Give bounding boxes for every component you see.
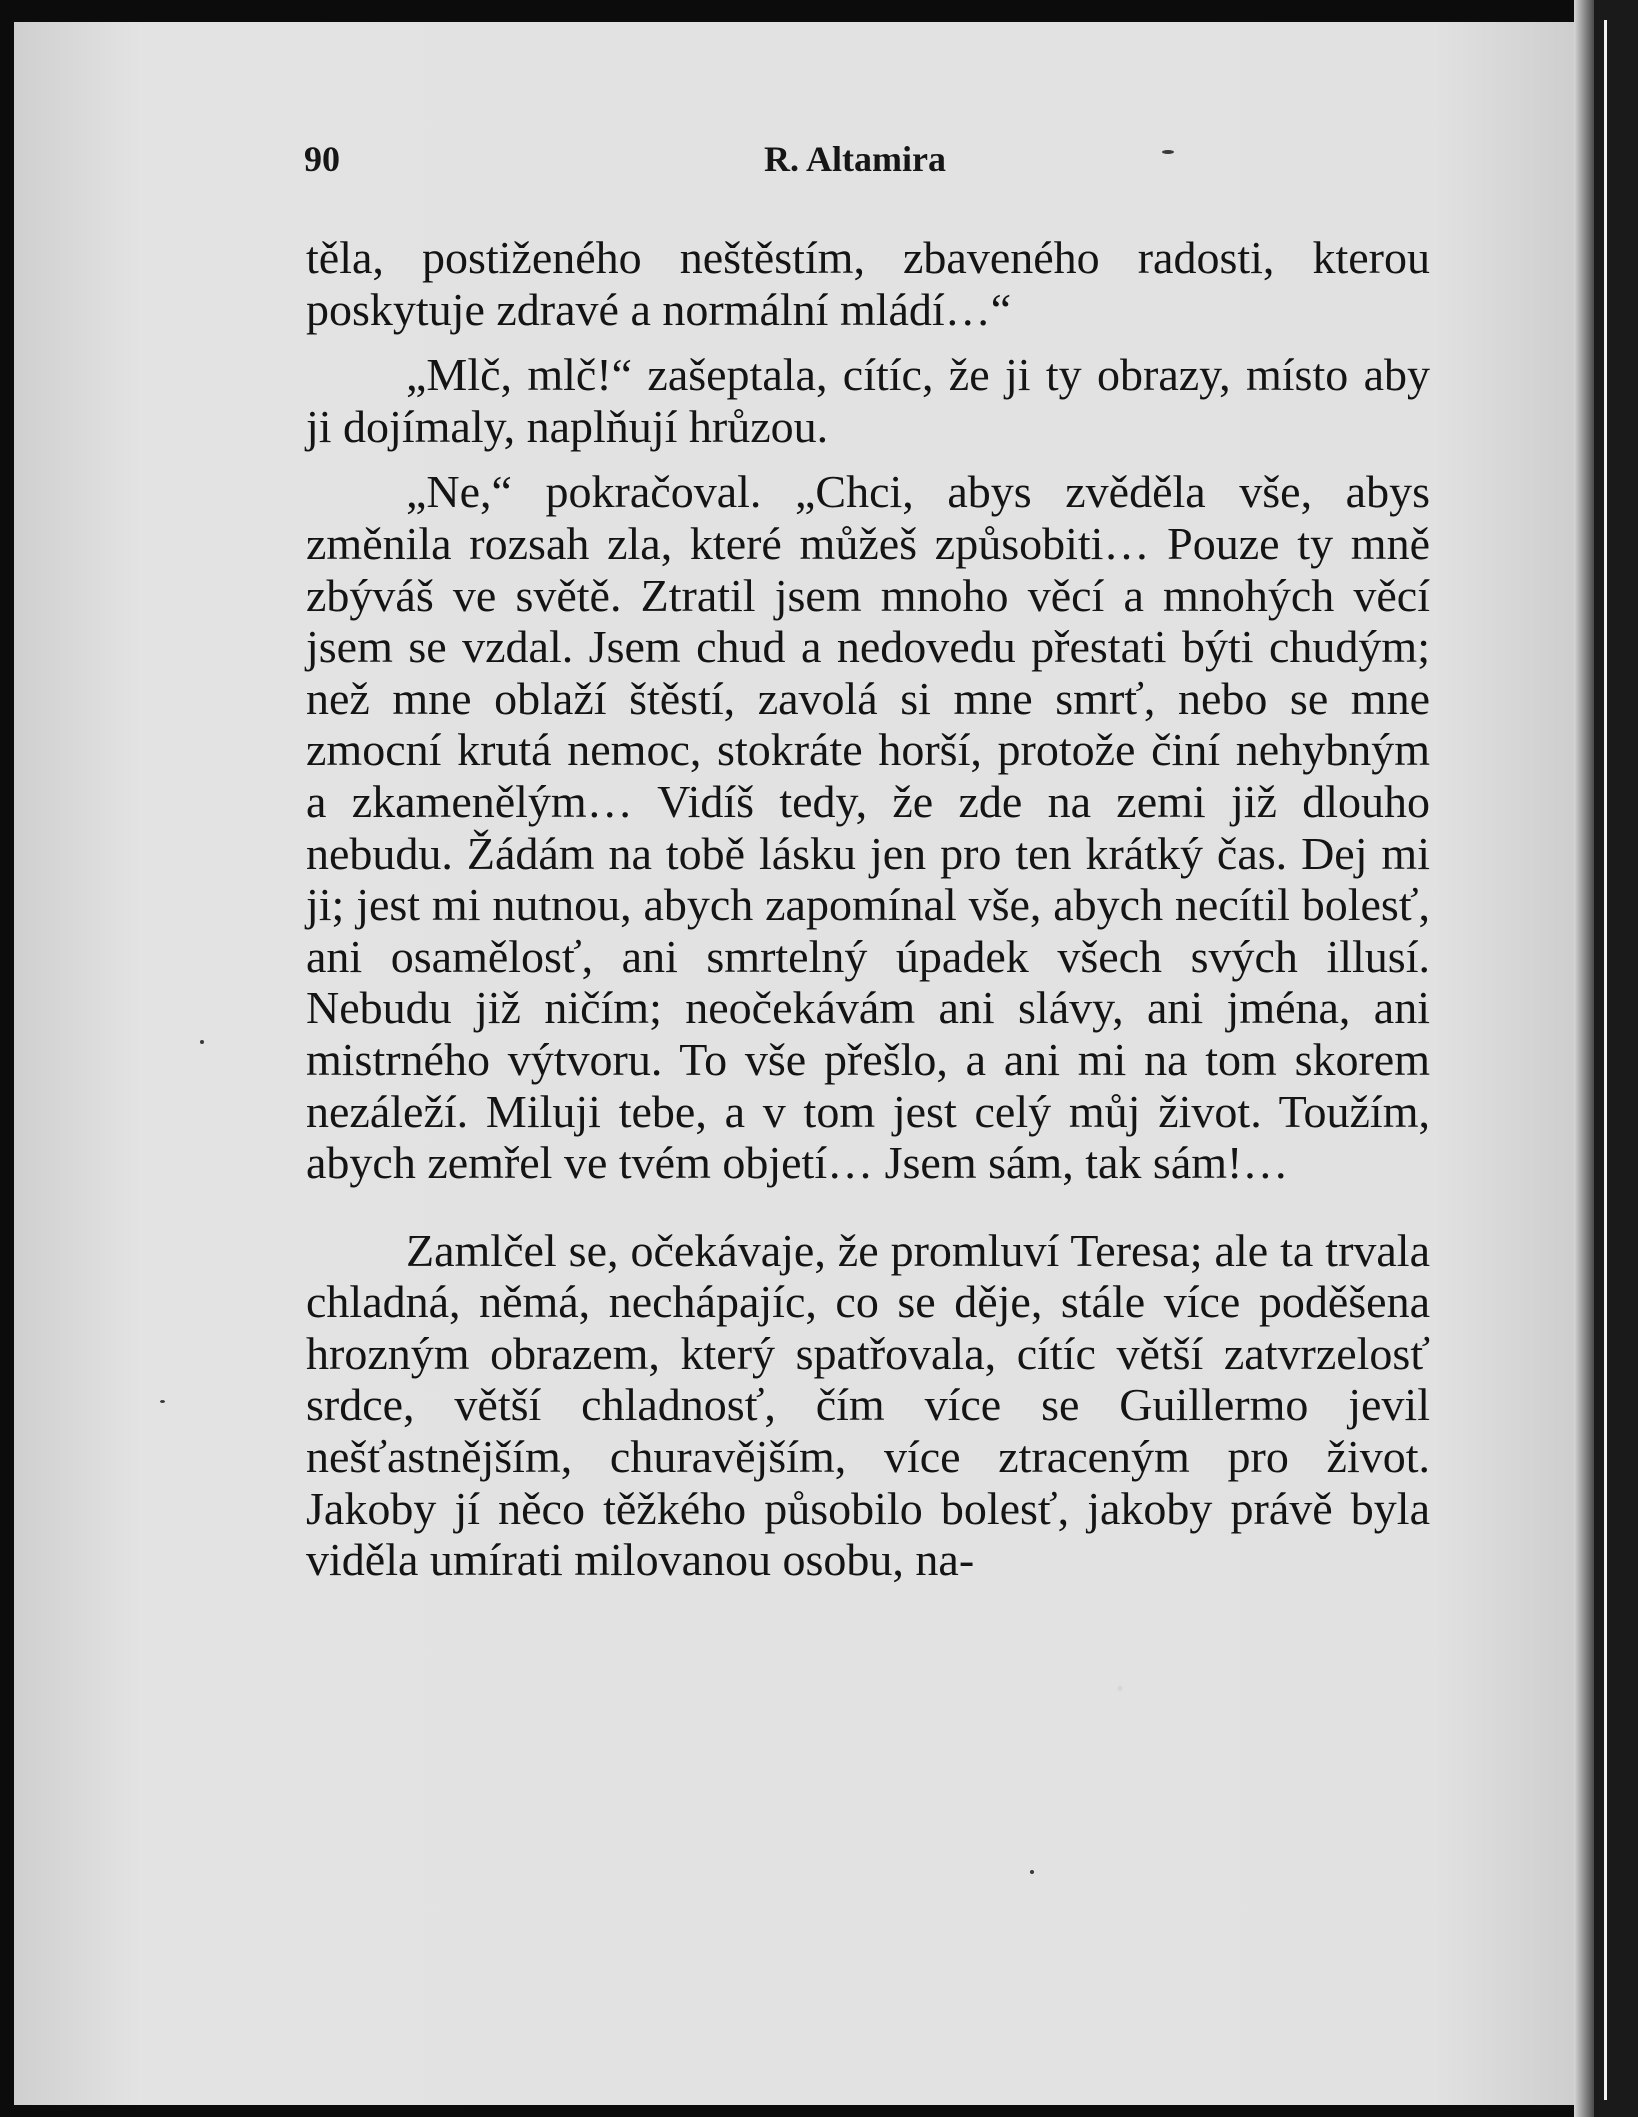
paper-speck [200, 1040, 204, 1044]
page-number: 90 [304, 139, 340, 179]
running-title: R. Altamira [764, 139, 946, 179]
paragraph-3: „Ne,“ pokračoval. „Chci, abys zvěděla vše, abys změnila rozsah zla, které můžeš způsobiti… Pouze ty mně zbýváš ve světě. Ztratil jsem mnoho věcí a mnohých věcí jsem se vzdal. Jsem chud a nedovedu přestati býti chudým; než mne oblaží štěstí, zavolá si mne smrť, nebo se mne zmocní krutá nemoc, stokráte horší, protože činí nehybným a zkamenělým… Vidíš tedy, že zde na zemi již dlouho nebudu. Žádám na tobě lásku jen pro ten krátký čas. Dej mi ji; jest mi nutnou, abych zapomínal vše, abych necítil bolesť, ani osamělosť, ani smrtelný úpadek všech svých illusí. Nebudu již ničím; neočekávám ani slávy, ani jména, ani mistrného výtvoru. To vše přešlo, a ani mi na tom skorem nezáleží. Miluji tebe, a v tom jest celý můj život. Toužím, abych zemřel ve tvém objetí… Jsem sám, tak sám!… [306, 466, 1430, 1189]
paragraph-1: těla, postiženého neštěstím, zbaveného radosti, kterou poskytuje zdravé a normální mládí…“ [306, 232, 1430, 335]
paper-speck [160, 1400, 165, 1403]
binding-thread [1604, 20, 1607, 2100]
page-edge-shadow [1574, 0, 1594, 2117]
paragraph-2: „Mlč, mlč!“ zašeptala, cítíc, že ji ty obrazy, místo aby ji dojímaly, naplňují hrůzou. [306, 349, 1430, 452]
paper-speck [1162, 150, 1174, 154]
paragraph-4: Zamlčel se, očekávaje, že promluví Teresa; ale ta trvala chladná, němá, nechápajíc, co se děje, stále více poděšena hrozným obrazem, který spatřovala, cítíc větší zatvrzelosť srdce, větší chladnosť, čím více se Guillermo jevil nešťastnějším, churavějším, více ztraceným pro život. Jakoby jí něco těžkého působilo bolesť, jakoby právě byla viděla umírati milovanou osobu, na- [306, 1224, 1430, 1586]
page-header [304, 138, 984, 188]
paper-speck [1030, 1870, 1034, 1874]
book-spine [1594, 0, 1638, 2117]
body-text [306, 232, 1430, 1586]
